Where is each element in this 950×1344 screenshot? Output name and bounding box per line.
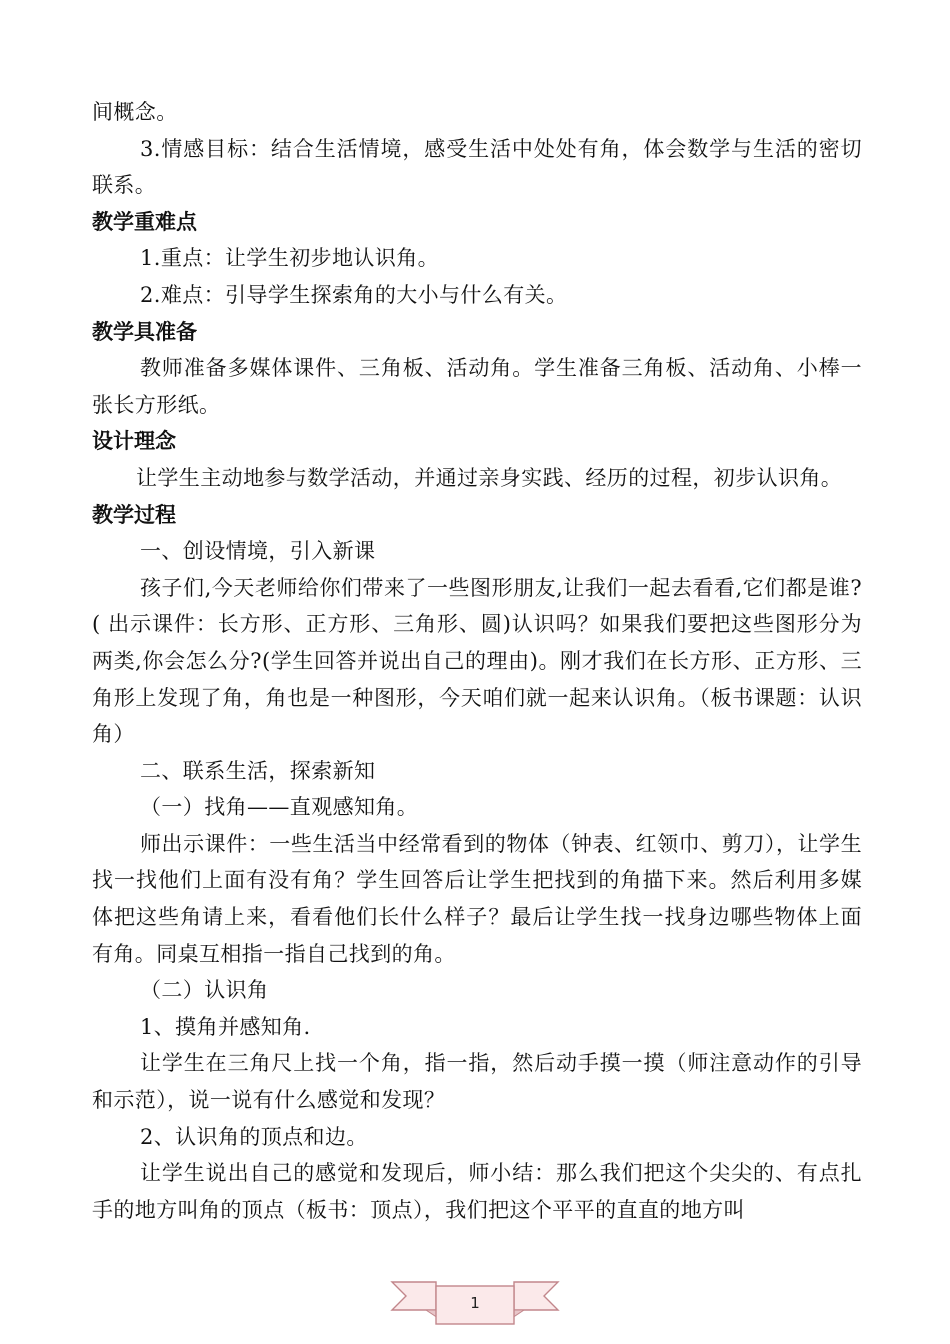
paragraph-design-concept: 让学生主动地参与数学活动，并通过亲身实践、经历的过程，初步认识角。	[136, 465, 843, 490]
heading-teaching-process: 教学过程	[92, 502, 176, 527]
document-body	[92, 94, 862, 1228]
subsection-title-find-angle: （一）找角——直观感知角。	[140, 795, 419, 820]
paragraph-introduction: 孩子们,今天老师给你们带来了一些图形朋友,让我们一起去看看,它们都是谁?( 出示课件：长方形、正方形、三角形、圆)认识吗？如果我们要把这些图形分为两类,你会怎么分?(学生回答并说出自己的理由)。刚才我们在长方形、正方形、三角形上发现了角，角也是一种图形，今天咱们就一起来认识角。（板书课题：认识角）	[92, 575, 862, 747]
page-footer	[390, 1272, 560, 1332]
heading-teaching-aids: 教学具准备	[92, 319, 197, 344]
heading-key-difficult-points: 教学重难点	[92, 209, 197, 234]
paragraph-continuation: 间概念。	[92, 100, 178, 124]
heading-design-concept: 设计理念	[92, 429, 176, 454]
paragraph-emotional-goal: 3.情感目标：结合生活情境，感受生活中处处有角，体会数学与生活的密切联系。	[92, 136, 862, 198]
paragraph-key-point: 1.重点：让学生初步地认识角。	[140, 246, 440, 271]
page-number: 1	[470, 1294, 480, 1312]
paragraph-touch-angle: 让学生在三角尺上找一个角，指一指，然后动手摸一摸（师注意动作的引导和示范），说一说有什么感觉和发现？	[92, 1051, 862, 1113]
paragraph-vertex-and-sides: 让学生说出自己的感觉和发现后，师小结：那么我们把这个尖尖的、有点扎手的地方叫角的顶点（板书：顶点），我们把这个平平的直直的地方叫	[92, 1161, 862, 1222]
paragraph-find-angle: 师出示课件：一些生活当中经常看到的物体（钟表、红领巾、剪刀），让学生找一找他们上面有没有角？学生回答后让学生把找到的角描下来。然后利用多媒体把这些角请上来，看看他们长什么样子？最后让学生找一找身边哪些物体上面有角。同桌互相指一指自己找到的角。	[92, 831, 862, 966]
paragraph-difficult-point: 2.难点：引导学生探索角的大小与什么有关。	[140, 282, 568, 307]
section-title-connect-life: 二、联系生活，探索新知	[140, 758, 376, 783]
section-title-create-situation: 一、创设情境，引入新课	[140, 539, 376, 564]
subsection-title-know-angle: （二）认识角	[140, 978, 269, 1003]
step-title-vertex-and-sides: 2、认识角的顶点和边。	[140, 1124, 368, 1149]
step-title-touch-angle: 1、摸角并感知角.	[140, 1014, 311, 1039]
paragraph-teaching-aids: 教师准备多媒体课件、三角板、活动角。学生准备三角板、活动角、小棒一张长方形纸。	[92, 356, 862, 417]
